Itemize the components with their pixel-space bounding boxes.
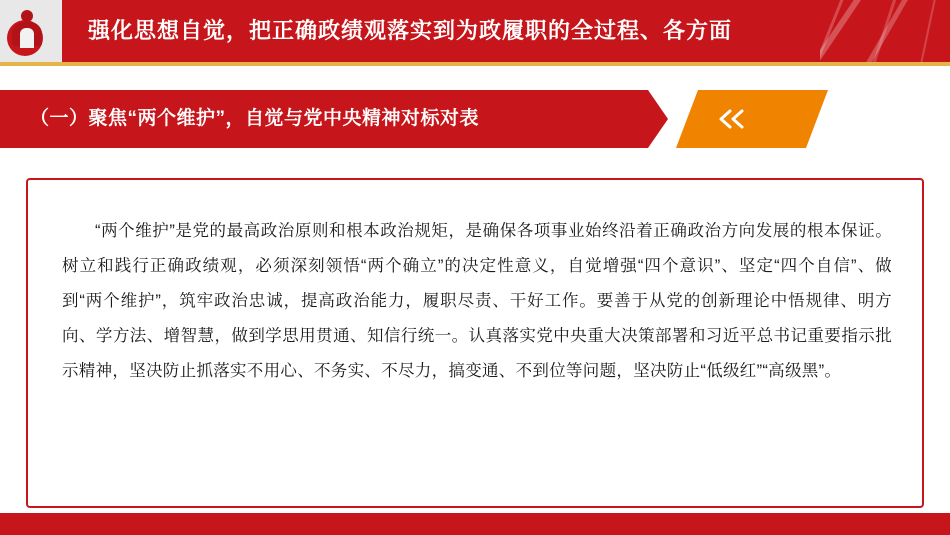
double-chevron-left-icon (712, 106, 752, 132)
header-bar (0, 0, 950, 62)
party-member-emblem-icon (7, 6, 55, 56)
ribbon-band (911, 0, 942, 62)
content-card (26, 178, 924, 508)
content-paragraph: “两个维护”是党的最高政治原则和根本政治规矩，是确保各项事业始终沿着正确政治方向发展的根本保证。树立和践行正确政绩观，必须深刻领悟“两个确立”的决定性意义，自觉增强“四个意识”、坚定“四个自信”、做到“两个维护”，筑牢政治忠诚，提高政治能力，履职尽责、干好工作。要善于从党的创新理论中悟规律、明方向、学方法、增智慧，做到学思用贯通、知信行统一。认真落实党中央重大决策部署和习近平总书记重要指示批示精神，坚决防止抓落实不用心、不务实、不尽力，搞变通、不到位等问题，坚决防止“低级红”“高级黑”。 (62, 222, 892, 380)
emblem-figure-inner (20, 28, 34, 48)
footer-bar (0, 513, 950, 535)
ribbon-band (844, 0, 928, 62)
red-ribbon-decoration-icon (820, 0, 950, 62)
section-title: （一）聚焦“两个维护”，自觉与党中央精神对标对表 (30, 108, 480, 129)
header-gold-divider (0, 62, 950, 66)
emblem-figure-head (21, 10, 33, 22)
page-title: 强化思想自觉，把正确政绩观落实到为政履职的全过程、各方面 (88, 18, 733, 43)
section-arrow-block (676, 90, 828, 148)
